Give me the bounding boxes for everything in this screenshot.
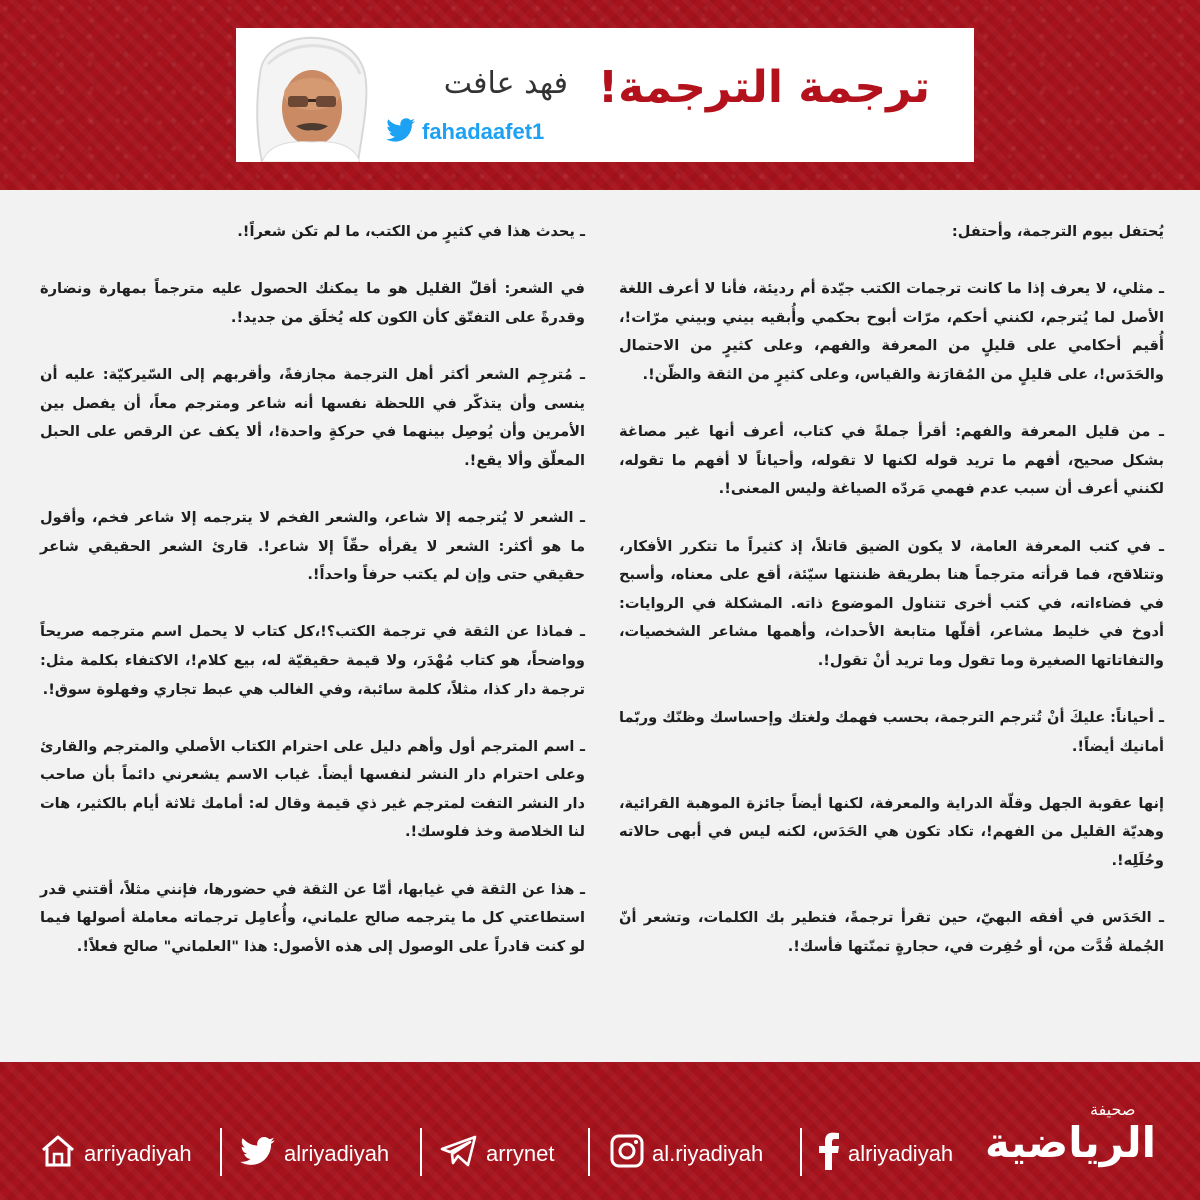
paragraph: ـ يحدث هذا في كثيرٍ من الكتب، ما لم تكن شعراً!. [237,223,585,240]
paragraph: ـ هذا عن الثقة في غيابها، أمّا عن الثقة في حضورها، فإنني مثلاً، أقتني قدر استطاعتي كل ما يترجمه صالح علماني، وأُعامِل ترجماته معاملة أصولها فيما لو كنت قادراً على الوصول إلى هذه الأصول: هذا "العلماني" صالح فعلاً!. [40,880,585,955]
paragraph: ـ من قليل المعرفة والفهم: أقرأ جملةً في كتاب، أعرف أنها غير مصاغة بشكل صحيح، أفهم ما تريد قوله لكنها لا تقوله، وأحياناً لا أفهم ما تقوله، لكنني أعرف أن سبب عدم فهمي مَردّه الصياغة وليس المعنى!. [619,423,1164,498]
article-column-right [619,218,1164,961]
title-card [236,28,974,162]
twitter-bird-icon [386,118,416,146]
paragraph: ـ مُترجِم الشعر أكثر أهل الترجمة مجازفةً، وأقربهم إلى السّيركيّة: عليه أن ينسى وأن يتذكّر في اللحظة نفسها أنه شاعر ومترجم معاً، أن يفصل بين الأمرين وأن يُوصِل بينهما في حركةٍ واحدة!، ألا يكف عن الرقص على الحبل المعلّق وألا يقع!. [40,365,585,469]
author-name: فهد عافت [443,66,568,101]
social-handle: alriyadiyah [848,1141,954,1166]
home-icon [40,1134,76,1174]
paragraph: يُحتفل بيوم الترجمة، وأحتفل: [951,223,1164,240]
social-handle: al.riyadiyah [652,1141,764,1166]
instagram-icon [610,1134,644,1174]
paragraph: ـ مثلي، لا يعرف إذا ما كانت ترجمات الكتب جيّدة أم رديئة، فأنا لا أعرف اللغة الأصل لما يُترجم، لكنني أحكم، مرّات أبوح بحكمي وأُبقيه بيني وبيني مرّات!، أُقيم أحكامي على قليلٍ من المعرفة والفهم، وعلى كثيرٍ من الاحتمال والحَدَس!، على قليلٍ من المُقارَنة والقياس، وعلى كثيرٍ من الثقة والظّن!. [619,280,1164,383]
brand-subtitle: صحيفة [1090,1100,1136,1119]
paragraph: إنها عقوبة الجهل وقلّة الدراية والمعرفة، لكنها أيضاً جائزة الموهبة القرائية، وهديّة القليل من الفهم!، تكاد تكون هي الحَدَس، لكنه ليس في أبهى حالاته وحُلَلِه!. [619,794,1164,870]
footer-divider [800,1128,802,1176]
footer-divider [588,1128,590,1176]
paragraph: ـ أحياناً: عليكَ أنْ تُترجم الترجمة، بحسب فهمك ولغتك وإحساسك وظنّك وربّما أمانيك أيضاً!. [619,709,1164,755]
social-handle: alriyadiyah [284,1141,390,1166]
paragraph: ـ الشعر لا يُترجمه إلا شاعر، والشعر الفخم لا يترجمه إلا شاعر فخم، وأقول ما هو أكثر: الشعر لا يقرأه حقّاً إلا شاعر!. قارئ الشعر الحقيقي شاعر حقيقي حتى وإن لم يكتب حرفاً واحداً!. [40,508,585,584]
twitter-bird-icon [240,1136,276,1172]
social-link-instagram[interactable] [610,1134,763,1174]
paragraph: ـ فماذا عن الثقة في ترجمة الكتب؟!،كل كتاب لا يحمل اسم مترجمه صريحاً وواضحاً، هو كتاب مُهْدَر، ولا قيمة حقيقيّة له، بيع كلام!، الاكتفاء بكلمة مثل: ترجمة دار كذا، مثلاً، كلمة سائبة، وفي الغالب هي عبط تجاري وفهلوة سوق!. [40,623,585,698]
social-handle: arrynet [486,1141,555,1166]
paragraph: ـ الحَدَس في أفقه البهيّ، حين تقرأ ترجمةً، فتطير بك الكلمات، وتشعر أنّ الجُملة قُدَّت من، أو حُفِرت في، حجارةٍ تمنّتها فأسك!. [619,909,1164,955]
footer-divider [420,1128,422,1176]
article-title: ترجمة الترجمة! [598,62,930,113]
article-column-left [40,218,585,961]
author-photo [242,34,378,162]
social-handle: arriyadiyah [84,1141,192,1166]
social-link-website[interactable] [40,1134,192,1174]
telegram-icon [440,1135,478,1173]
social-link-telegram[interactable] [440,1134,554,1174]
author-handle-text: fahadaafet1 [422,119,545,144]
social-link-twitter[interactable] [240,1134,389,1174]
brand-logo: الرياضية [985,1118,1157,1167]
facebook-icon [818,1132,840,1176]
paragraph: ـ في كتب المعرفة العامة، لا يكون الضيق قاتلاً، إذ كثيراً ما تتكرر الأفكار، وتتلاقح، فما قرأته مترجماً هنا بطريقة ظننتها سيّئة، أقع على معناه، وأسبح في فضاءاته، في كتب أخرى تتناول الموضوع ذاته. المشكلة في الروايات: أدوخ في خليط مشاعر، أقلّها متابعة الأحداث، وأهمها مشاعر الشخصيات، والتفاتاتها الصغيرة وما تقول وما تريد أنْ تقول!. [619,537,1164,669]
footer-divider [220,1128,222,1176]
paragraph: ـ اسم المترجم أول وأهم دليل على احترام الكتاب الأصلي والمترجم والقارئ وعلى احترام دار النشر لنفسها أيضاً. غياب الاسم يشعرني دائماً بأن صاحب دار النشر التفت لمترجم غير ذي قيمة وقال له: أمامك ثلاثة أيام بالكثير، هات لنا الخلاصة وخذ فلوسك!. [40,737,585,841]
article-body [40,218,1164,1008]
author-handle[interactable] [386,118,544,146]
paragraph: في الشعر: أقلّ القليل هو ما يمكنك الحصول عليه مترجماً بمهارة ونضارة وقدرةً على التفتّق كأن الكون كله يُخلَق من جديد!. [40,280,585,326]
social-link-facebook[interactable] [818,1134,953,1174]
